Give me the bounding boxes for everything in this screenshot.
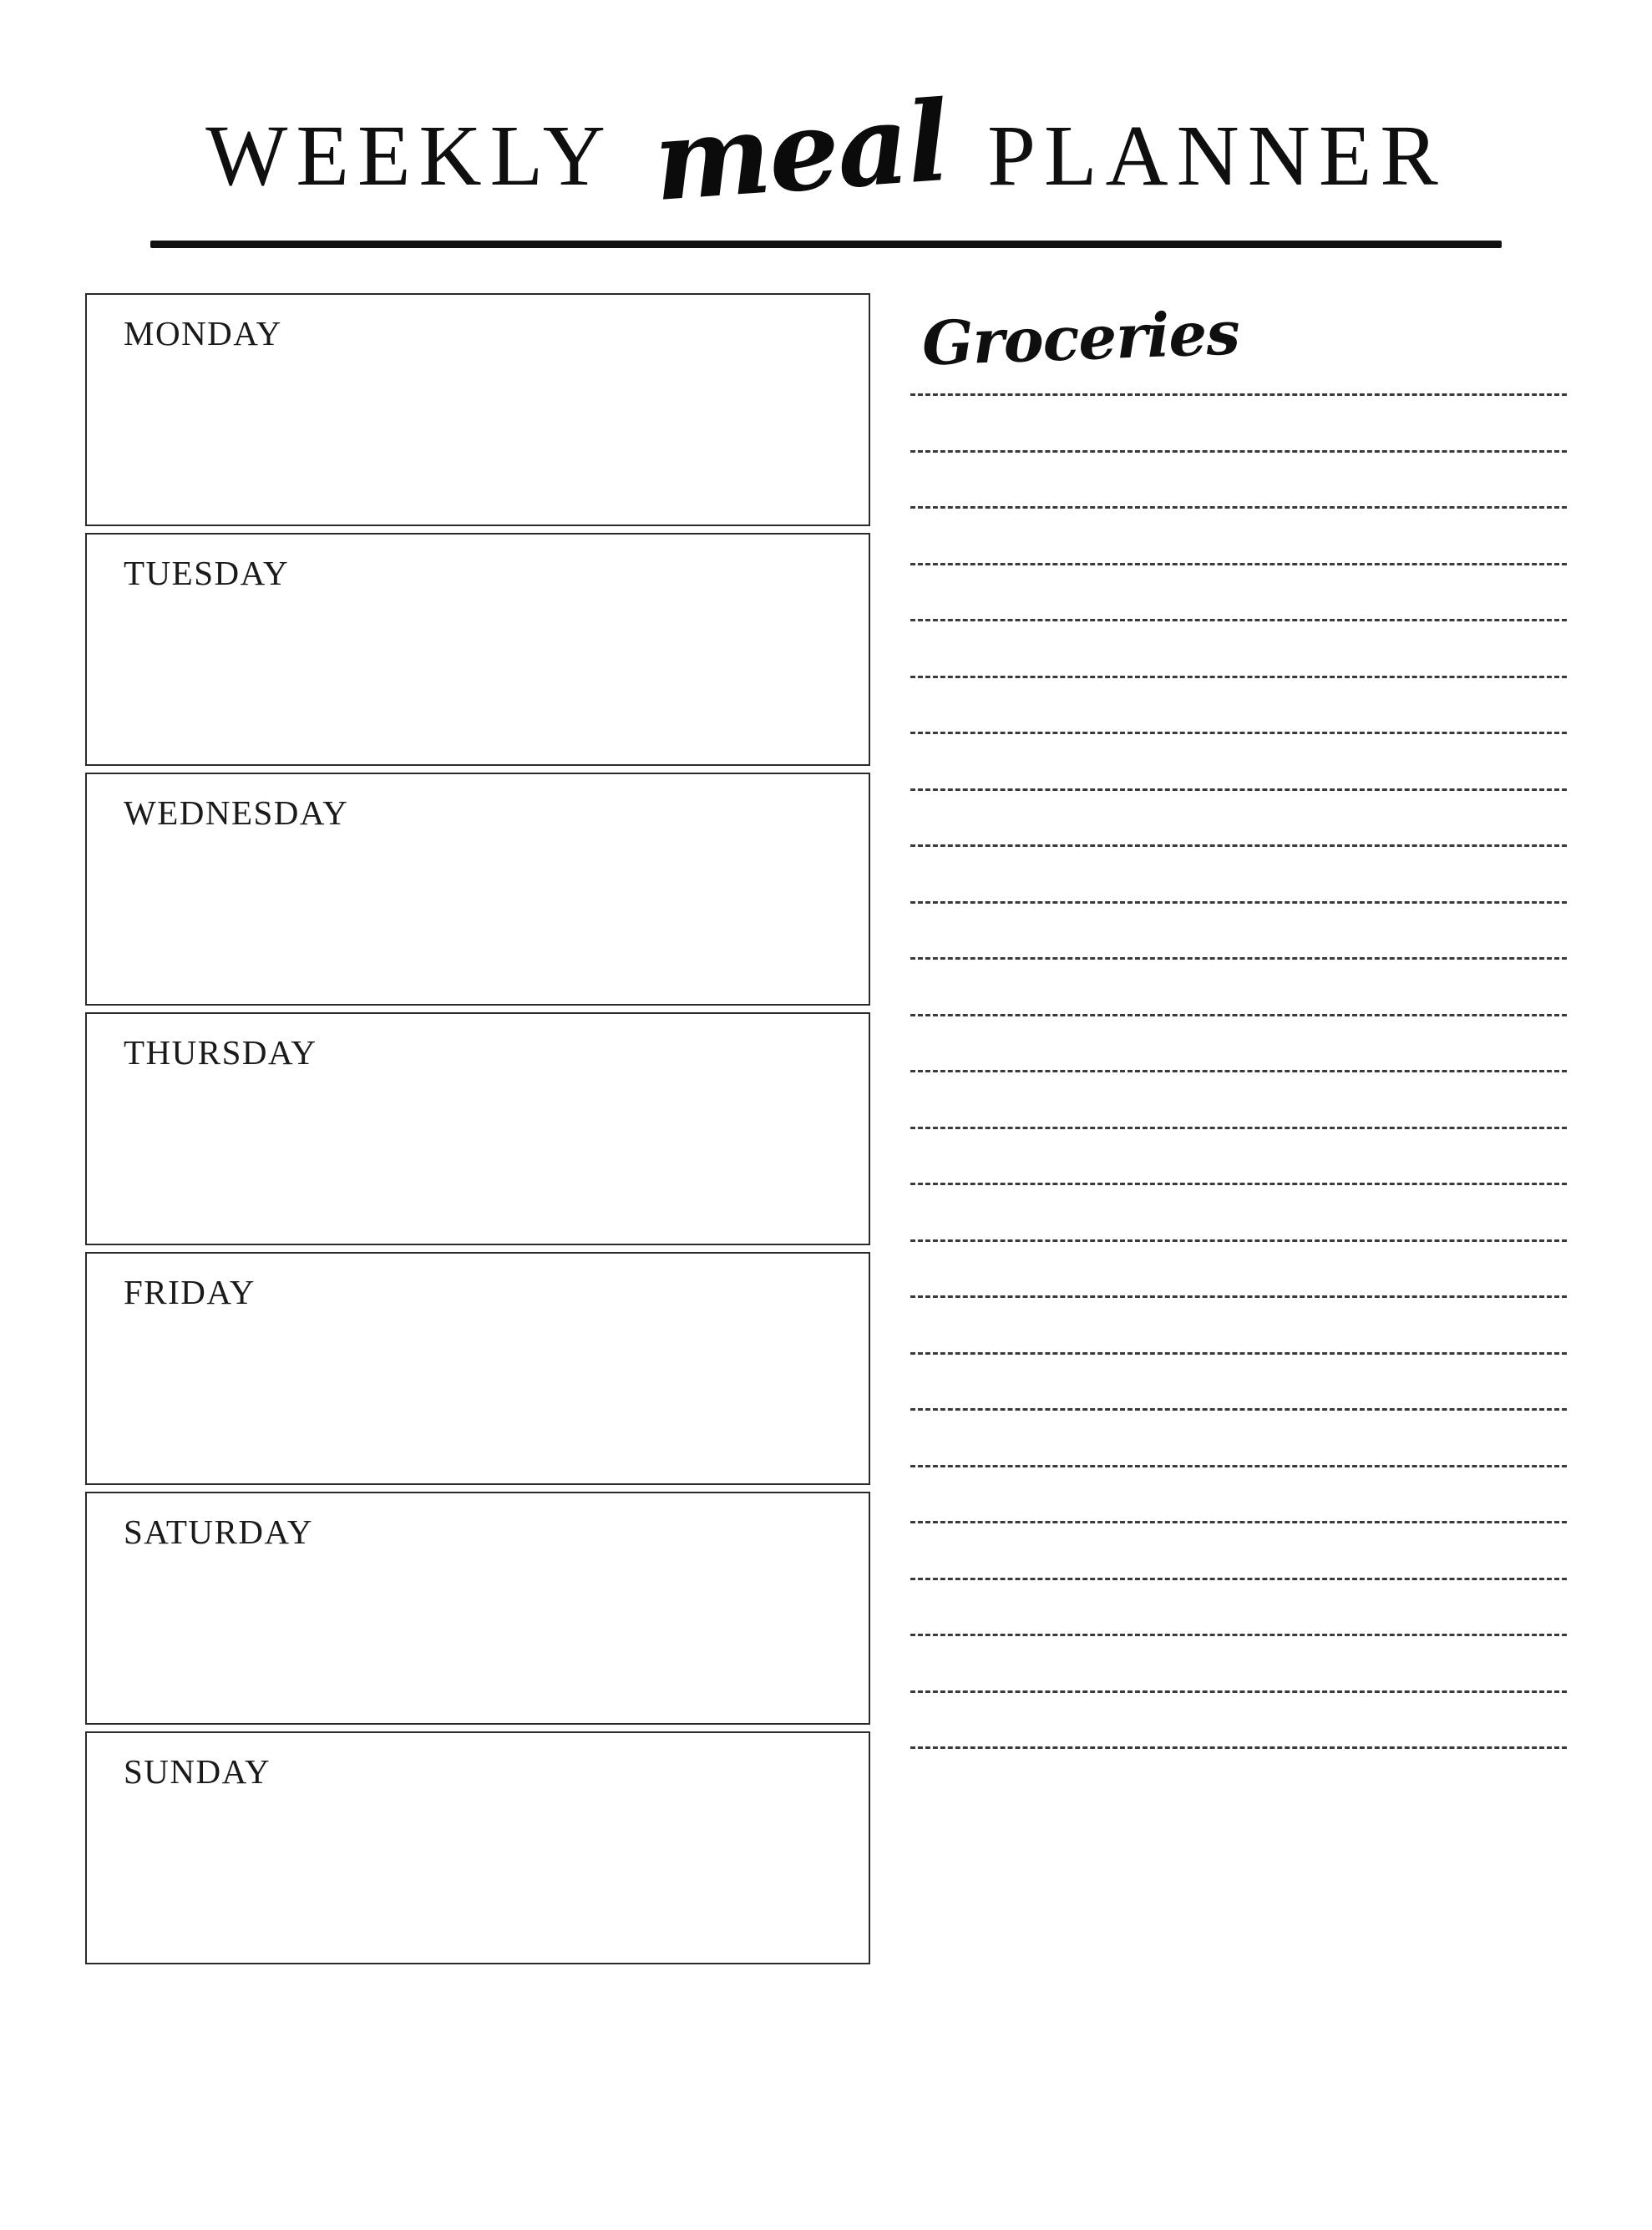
day-label: SUNDAY <box>124 1752 271 1791</box>
grocery-line[interactable] <box>910 450 1567 453</box>
groceries-heading: Groceries <box>920 296 1241 379</box>
title-word-meal: meal <box>649 76 952 227</box>
grocery-line[interactable] <box>910 1352 1567 1355</box>
day-box-wednesday[interactable] <box>85 773 870 1006</box>
grocery-line[interactable] <box>910 844 1567 847</box>
grocery-line[interactable] <box>910 1127 1567 1129</box>
day-box-sunday[interactable] <box>85 1731 870 1964</box>
grocery-line[interactable] <box>910 1014 1567 1016</box>
meal-planner-page <box>0 76 1652 2230</box>
grocery-line[interactable] <box>910 676 1567 678</box>
grocery-line[interactable] <box>910 788 1567 791</box>
groceries-line-list <box>910 393 1567 1749</box>
grocery-line[interactable] <box>910 563 1567 565</box>
grocery-line[interactable] <box>910 732 1567 734</box>
grocery-line[interactable] <box>910 1465 1567 1467</box>
title-divider <box>150 241 1502 248</box>
day-box-friday[interactable] <box>85 1252 870 1485</box>
grocery-line[interactable] <box>910 901 1567 904</box>
title-row <box>0 76 1652 227</box>
grocery-line[interactable] <box>910 1183 1567 1185</box>
grocery-line[interactable] <box>910 1295 1567 1298</box>
grocery-line[interactable] <box>910 1070 1567 1072</box>
grocery-line[interactable] <box>910 1634 1567 1636</box>
day-label: WEDNESDAY <box>124 793 349 832</box>
title-word-planner: PLANNER <box>987 108 1447 204</box>
grocery-line[interactable] <box>910 506 1567 509</box>
grocery-line[interactable] <box>910 1746 1567 1749</box>
day-box-monday[interactable] <box>85 293 870 526</box>
grocery-line[interactable] <box>910 1578 1567 1580</box>
grocery-line[interactable] <box>910 957 1567 960</box>
title-word-weekly: WEEKLY <box>205 108 614 204</box>
grocery-line[interactable] <box>910 1690 1567 1693</box>
grocery-line[interactable] <box>910 1239 1567 1242</box>
day-box-thursday[interactable] <box>85 1012 870 1245</box>
grocery-line[interactable] <box>910 393 1567 396</box>
groceries-column <box>910 293 1567 1749</box>
day-label: SATURDAY <box>124 1513 313 1551</box>
day-label: MONDAY <box>124 314 282 352</box>
planner-body <box>0 293 1652 1964</box>
day-label: TUESDAY <box>124 554 290 592</box>
grocery-line[interactable] <box>910 619 1567 621</box>
grocery-line[interactable] <box>910 1408 1567 1411</box>
day-label: FRIDAY <box>124 1273 256 1311</box>
day-box-tuesday[interactable] <box>85 533 870 766</box>
grocery-line[interactable] <box>910 1521 1567 1523</box>
day-label: THURSDAY <box>124 1033 317 1072</box>
day-box-saturday[interactable] <box>85 1492 870 1725</box>
days-column <box>85 293 870 1964</box>
page-title <box>0 76 1652 248</box>
